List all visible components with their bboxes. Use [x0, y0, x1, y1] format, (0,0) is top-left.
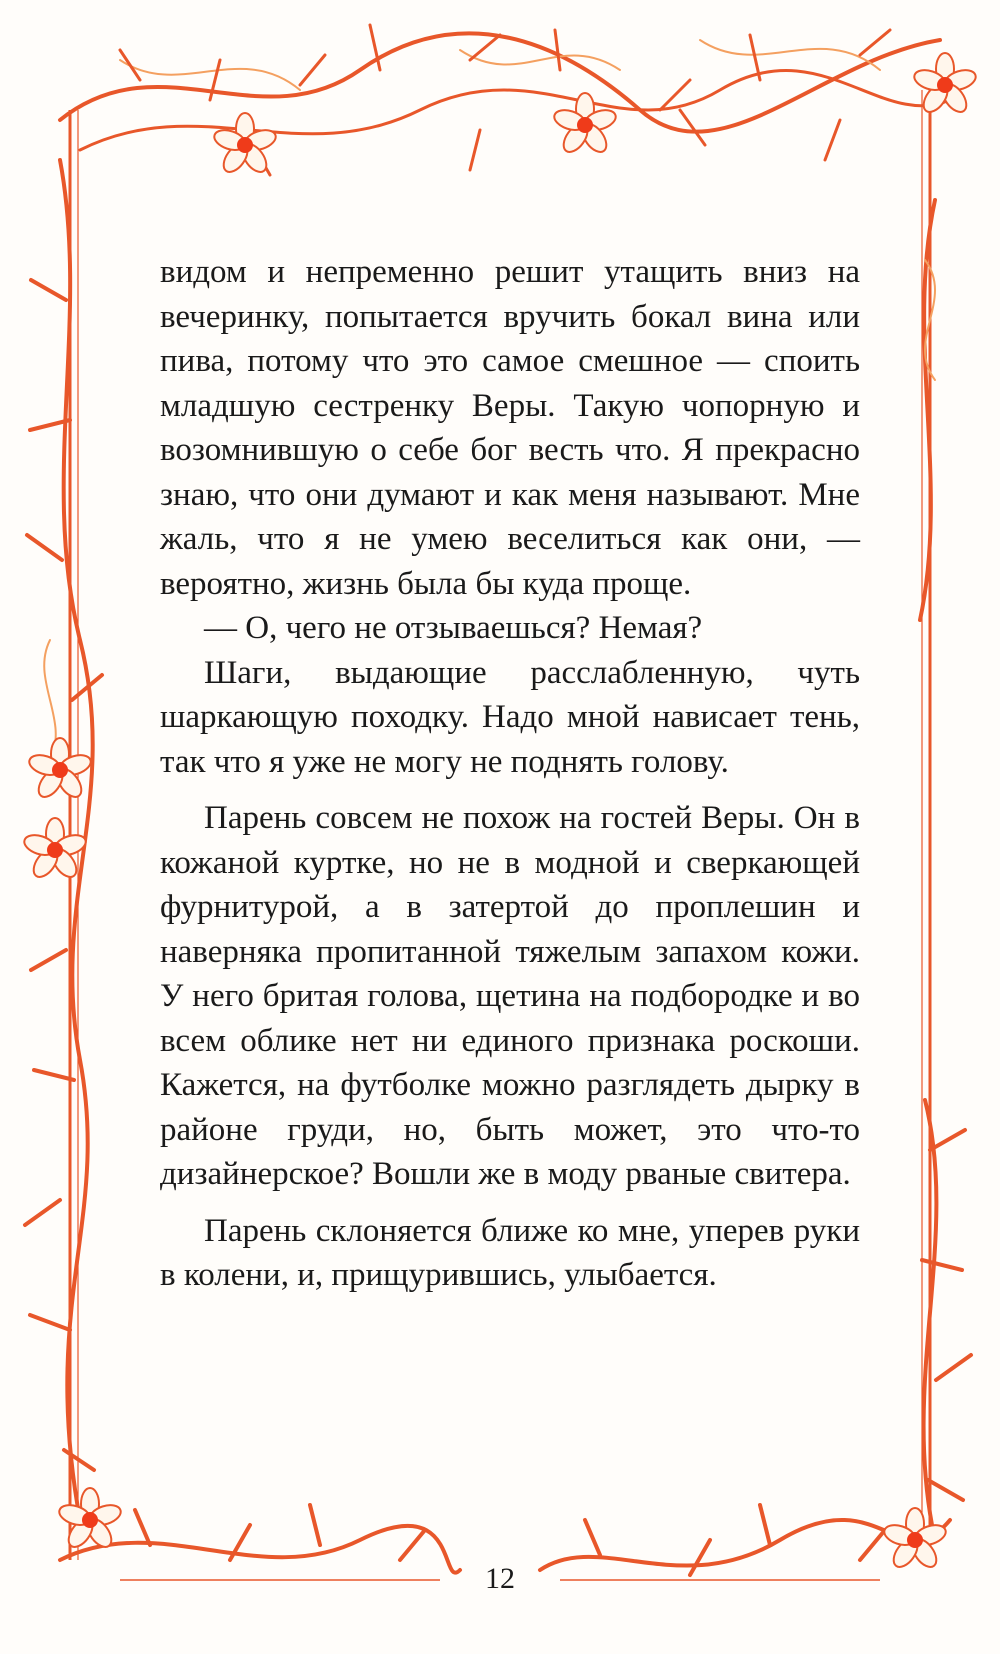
paragraph-5: Парень склоняется ближе ко мне, уперев руки в колени, и, прищурившись, улыбается.	[160, 1212, 860, 1293]
paragraph-1: видом и непременно решит утащить вниз на вечеринку, попытается вручить бокал вина или пива, потому что это самое смешное — споить младшую сестренку Веры. Такую чопорную и возомнившую о себе бог весть что. Я прекрасно знаю, что они думают и как меня называют. Мне жаль, что я не умею веселиться как они, — вероятно, жизнь была бы куда проще.	[160, 254, 860, 602]
paragraph-2: — О, чего не отзываешься? Немая?	[204, 610, 703, 646]
page-number: 12	[485, 1562, 515, 1595]
right-vine	[920, 200, 971, 1540]
paragraph-3: Шаги, выдающие расслабленную, чуть шаркающую походку. Надо мной нависает тень, так что я уже не могу не поднять голову.	[160, 654, 860, 780]
paragraph-4: Парень совсем не похож на гостей Веры. Он в кожаной куртке, но не в модной и сверкающей фурнитурой, а в затертой до проплешин и наверняка пропитанной тяжелым запахом кожи. У него бритая голова, щетина на подбородке и во всем облике нет ни единого признака роскоши. Кажется, на футболке можно разглядеть дырку в районе груди, но, быть может, это что-то дизайнерское? Вошли же в моду рваные свитера.	[160, 800, 860, 1192]
body-text	[160, 250, 860, 1298]
top-vine	[60, 25, 950, 175]
